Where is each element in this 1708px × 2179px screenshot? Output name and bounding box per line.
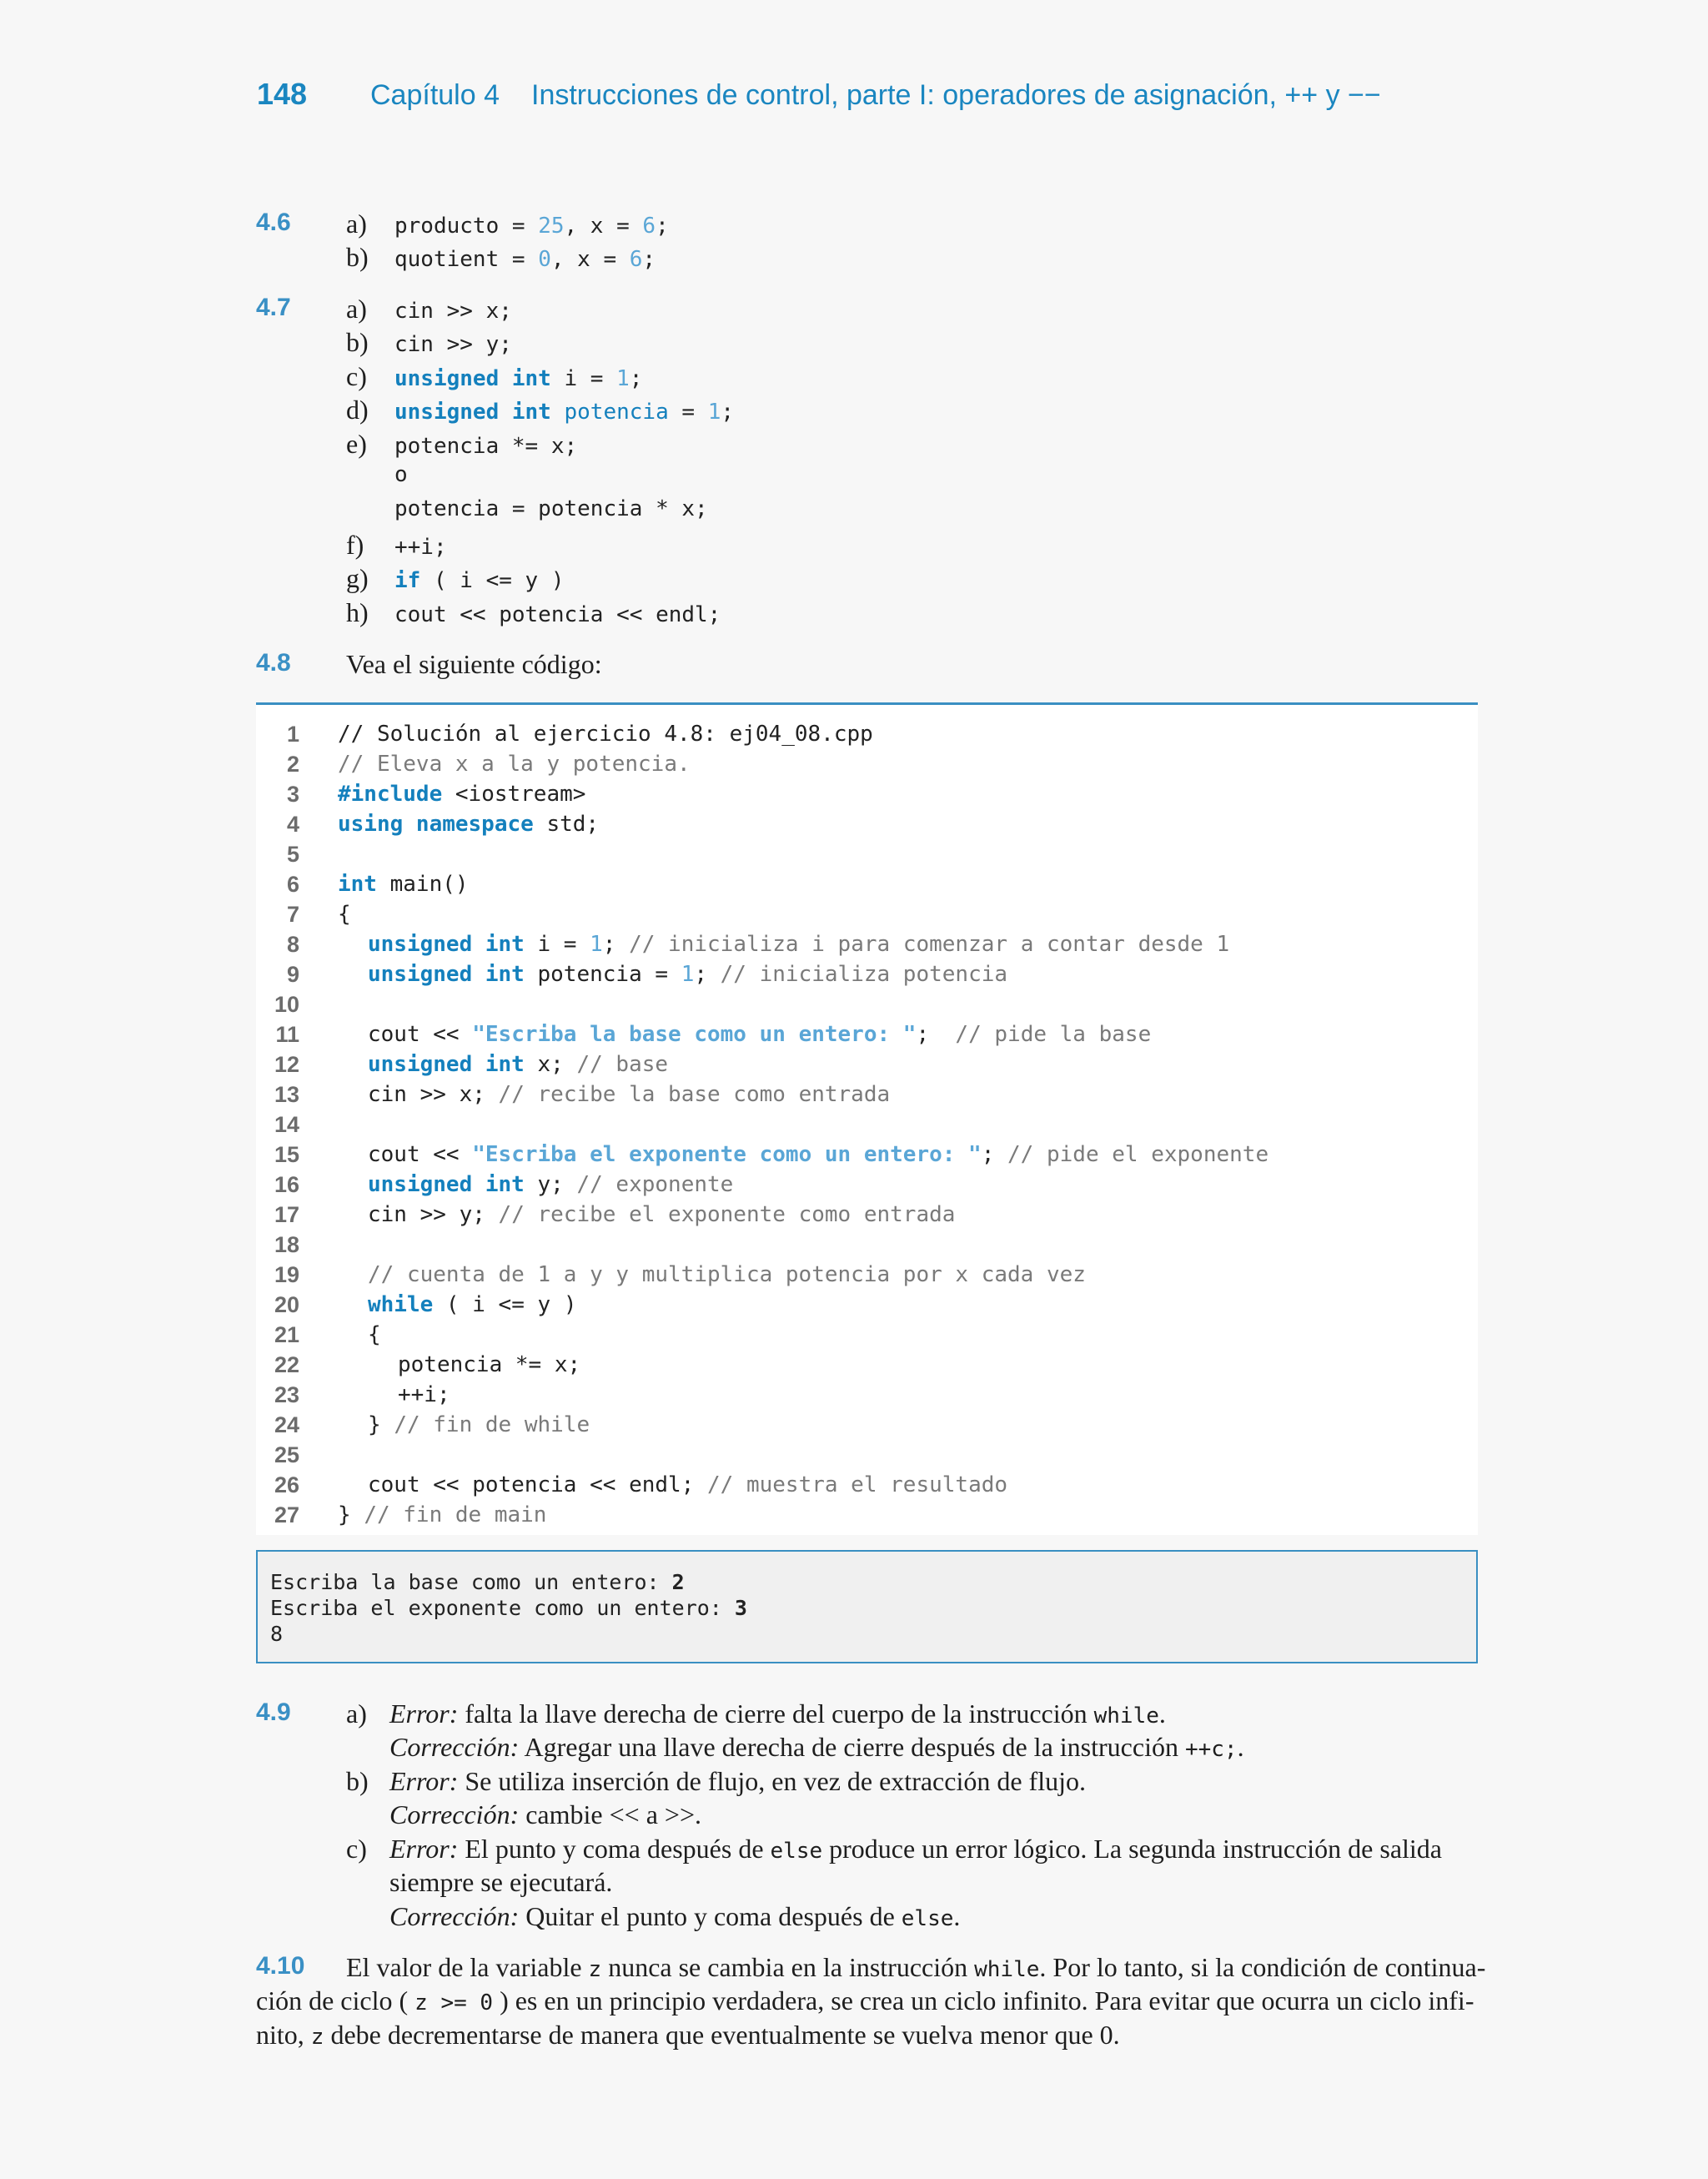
line-number: 24 [274, 1412, 299, 1437]
line-number-row [256, 1382, 299, 1412]
code-snippet: ++i; [394, 535, 447, 560]
line-number: 14 [274, 1112, 299, 1137]
line-number-row [256, 1412, 299, 1442]
code-line-9: unsigned int potencia = 1; // inicializa potencia [368, 962, 1008, 987]
line-number-row [256, 1172, 299, 1202]
line-number-row [256, 1112, 299, 1142]
item-label: b) [346, 327, 369, 357]
code-snippet: unsigned int potencia = 1; [394, 400, 735, 425]
code-line-21: { [368, 1322, 381, 1347]
item-label: b) [346, 242, 369, 272]
code-line-6: int main() [338, 872, 469, 897]
item-label: d) [346, 395, 369, 425]
output-line-3: 8 [270, 1622, 284, 1646]
code-line-15: cout << "Escriba el exponente como un entero: "; // pide el exponente [368, 1142, 1269, 1167]
line-number: 23 [274, 1382, 299, 1407]
answer-item [346, 530, 447, 563]
error-text: Error: Se utiliza inserción de flujo, en vez de extracción de flujo. [389, 1766, 1086, 1796]
code-line-4: using namespace std; [338, 812, 600, 837]
line-number-row [256, 1262, 299, 1292]
line-number-row [256, 1052, 299, 1082]
line-number: 9 [286, 962, 299, 987]
line-number: 5 [286, 842, 299, 867]
paragraph-line: nito, z debe decrementarse de manera que eventualmente se vuelva menor que 0. [256, 2020, 1120, 2050]
line-number: 22 [274, 1352, 299, 1377]
answer-item [346, 327, 512, 360]
line-number-row [256, 1322, 299, 1352]
item-label: h) [346, 597, 369, 627]
line-number-row [256, 1142, 299, 1172]
answer-text [346, 649, 602, 682]
line-number-row [256, 842, 299, 872]
answer-item [346, 597, 721, 631]
line-number: 13 [274, 1082, 299, 1107]
answer-item [346, 294, 512, 327]
answer-4-6 [256, 209, 1478, 284]
code-snippet: potencia *= x; [394, 434, 578, 459]
code-line-23: ++i; [398, 1382, 450, 1407]
code-snippet: quotient = 0, x = 6; [394, 247, 656, 272]
item-label: e) [346, 429, 367, 459]
code-snippet: if ( i <= y ) [394, 568, 565, 593]
line-number-row [256, 1022, 299, 1052]
item-label: g) [346, 563, 369, 593]
code-line-8: unsigned int i = 1; // inicializa i para comenzar a contar desde 1 [368, 932, 1230, 957]
exercise-number: 4.9 [256, 1698, 291, 1726]
code-line-1: // Solución al ejercicio 4.8: ej04_08.cpp [338, 722, 873, 747]
line-number: 15 [274, 1142, 299, 1167]
line-number: 7 [286, 902, 299, 927]
line-number-row [256, 752, 299, 782]
item-label: a) [346, 294, 367, 324]
line-number: 17 [274, 1202, 299, 1227]
prose-text: Vea el siguiente código: [346, 649, 602, 679]
page-number: 148 [257, 77, 308, 111]
line-number-row [256, 1082, 299, 1112]
correction-text: Corrección: cambie << a >>. [389, 1799, 701, 1829]
line-number-row [256, 812, 299, 842]
code-line-11: cout << "Escriba la base como un entero: "; // pide la base [368, 1022, 1152, 1047]
answer-item [346, 429, 577, 462]
line-number: 16 [274, 1172, 299, 1197]
correction-text: Corrección: Agregar una llave derecha de cierre después de la instrucción ++c;. [389, 1732, 1244, 1762]
paragraph-line: ción de ciclo ( z >= 0 ) es en un principio verdadera, se crea un ciclo infinito. Para evitar que ocurra un ciclo infi- [256, 1985, 1474, 2015]
exercise-number: 4.7 [256, 294, 291, 321]
correction-text: Corrección: Quitar el punto y coma después de else. [389, 1901, 961, 1931]
line-number-row [256, 1472, 299, 1502]
line-number: 20 [274, 1292, 299, 1317]
line-number: 2 [286, 752, 299, 777]
exercise-number: 4.8 [256, 649, 291, 677]
code-line-13: cin >> x; // recibe la base como entrada [368, 1082, 891, 1107]
line-number-row [256, 1352, 299, 1382]
code-line-12: unsigned int x; // base [368, 1052, 669, 1077]
answer-4-8 [256, 649, 1478, 691]
line-number: 27 [274, 1502, 299, 1527]
code-line-22: potencia *= x; [398, 1352, 581, 1377]
code-snippet: cin >> y; [394, 332, 512, 357]
code-snippet: cin >> x; [394, 299, 512, 324]
exercise-number: 4.6 [256, 209, 291, 236]
line-number: 21 [274, 1322, 299, 1347]
exercise-number: 4.10 [256, 1952, 305, 1980]
chapter-title: Instrucciones de control, parte I: operadores de asignación, ++ y −− [531, 79, 1381, 111]
code-line-17: cin >> y; // recibe el exponente como entrada [368, 1202, 956, 1227]
error-text-continued: siempre se ejecutará. [389, 1867, 613, 1897]
code-line-27: } // fin de main [338, 1502, 547, 1527]
line-number: 26 [274, 1472, 299, 1497]
code-line-26: cout << potencia << endl; // muestra el resultado [368, 1472, 1008, 1497]
line-number: 19 [274, 1262, 299, 1287]
item-label: c) [346, 1834, 367, 1864]
item-label: b) [346, 1766, 369, 1796]
line-number: 3 [286, 782, 299, 807]
code-line-2: // Eleva x a la y potencia. [338, 752, 691, 777]
item-label: a) [346, 209, 367, 239]
line-number-row [256, 962, 299, 992]
line-number-row [256, 1232, 299, 1262]
paragraph-line: El valor de la variable z nunca se cambia en la instrucción while. Por lo tanto, si la condición de continua- [346, 1952, 1486, 1982]
line-number: 11 [275, 1022, 299, 1047]
code-line-3: #include <iostream> [338, 782, 586, 807]
code-line-7: { [338, 902, 351, 927]
code-line-19: // cuenta de 1 a y y multiplica potencia por x cada vez [368, 1262, 1086, 1287]
line-number: 4 [286, 812, 299, 837]
line-number: 12 [274, 1052, 299, 1077]
item-label: c) [346, 361, 367, 391]
line-number: 25 [274, 1442, 299, 1467]
answer-item [346, 242, 656, 275]
code-snippet: cout << potencia << endl; [394, 602, 721, 627]
answer-item [346, 563, 565, 596]
code-line-24: } // fin de while [368, 1412, 590, 1437]
code-snippet: potencia = potencia * x; [394, 496, 708, 521]
line-number-row [256, 992, 299, 1022]
answer-4-7 [256, 294, 1478, 636]
line-number: 1 [286, 722, 299, 747]
line-number: 10 [274, 992, 299, 1017]
answer-4-10 [256, 1952, 1486, 2061]
answer-item [346, 209, 669, 242]
code-line-20: while ( i <= y ) [368, 1292, 577, 1317]
output-line-2: Escriba el exponente como un entero: 3 [270, 1596, 747, 1620]
page-header [257, 77, 1381, 123]
line-number-row [256, 872, 299, 902]
chapter-label: Capítulo 4 [370, 79, 500, 111]
error-text: Error: falta la llave derecha de cierre del cuerpo de la instrucción while. [389, 1698, 1166, 1729]
line-number-row [256, 1292, 299, 1322]
code-snippet: unsigned int i = 1; [394, 366, 643, 391]
item-label: f) [346, 530, 364, 560]
line-number-row [256, 1502, 299, 1532]
output-line-1: Escriba la base como un entero: 2 [270, 1570, 685, 1594]
line-number-row [256, 1202, 299, 1232]
line-number-row [256, 902, 299, 932]
item-label: a) [346, 1698, 367, 1729]
line-number-row [256, 782, 299, 812]
line-number: 18 [274, 1232, 299, 1257]
code-snippet: producto = 25, x = 6; [394, 214, 669, 239]
error-text: Error: El punto y coma después de else produce un error lógico. La segunda instrucción de salida [389, 1834, 1442, 1864]
answer-item-or [346, 462, 408, 496]
line-number: 6 [286, 872, 299, 897]
program-output [256, 1550, 1478, 1663]
answer-item [346, 361, 642, 395]
alternative-label: o [394, 462, 408, 487]
code-line-16: unsigned int y; // exponente [368, 1172, 734, 1197]
code-listing [256, 705, 1478, 1535]
answer-item [346, 496, 708, 530]
line-number-row [256, 932, 299, 962]
line-number-row [256, 722, 299, 752]
line-number-row [256, 1442, 299, 1472]
answer-4-9 [256, 1698, 1478, 1940]
line-number: 8 [286, 932, 299, 957]
answer-item [346, 395, 734, 428]
